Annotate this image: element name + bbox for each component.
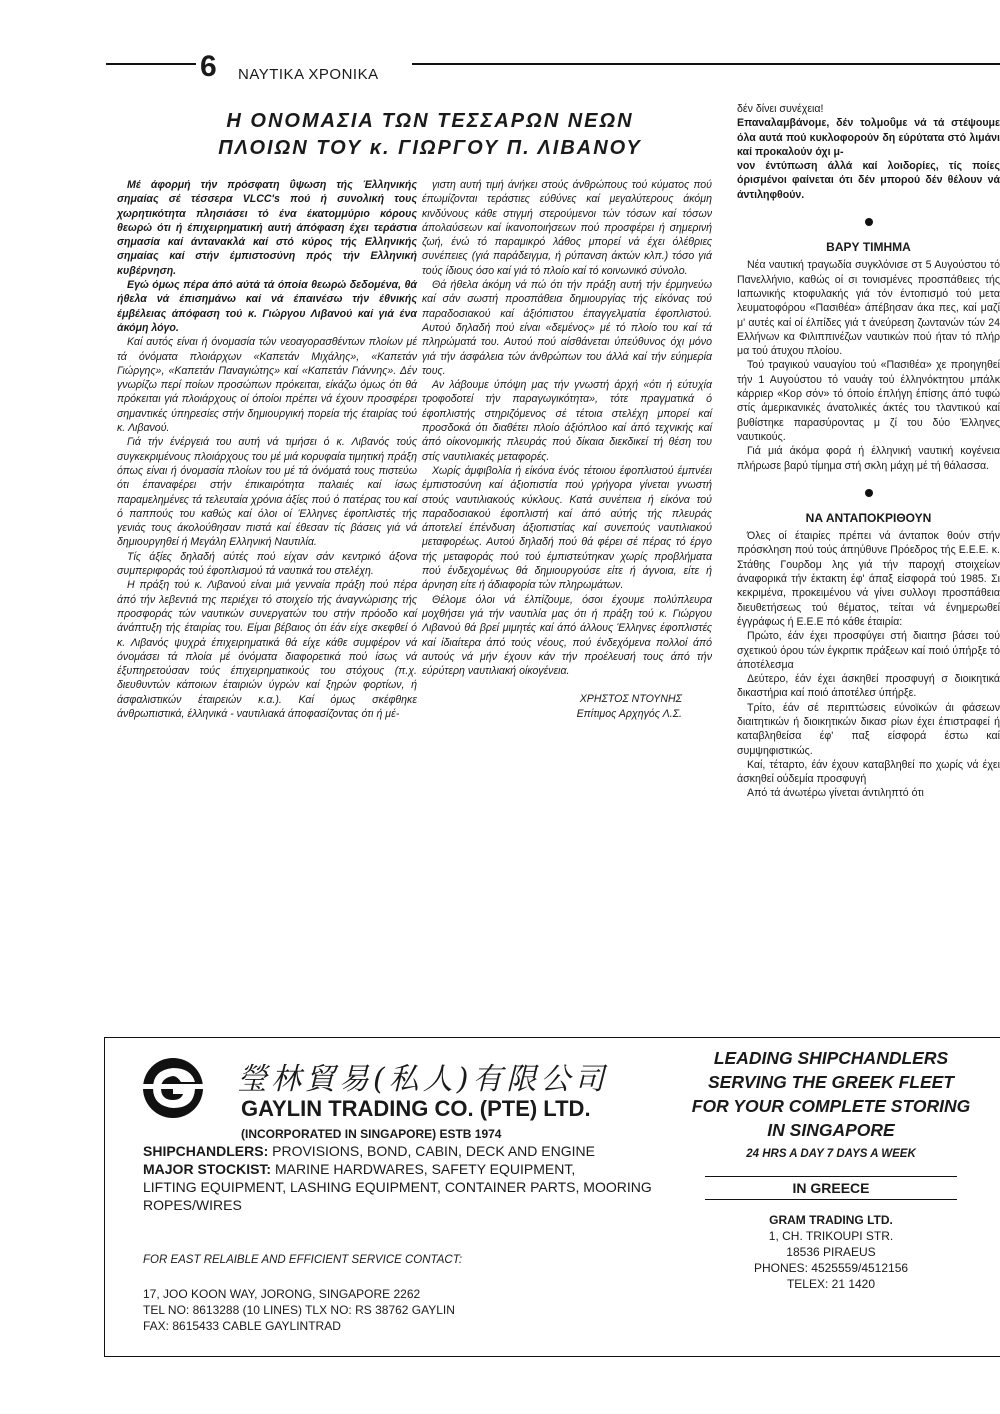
news-paragraph: Γιά μιά άκόμα φορά ή έλληνική ναυτική κογένεια πλήρωσε βαρύ τίμημα στή σκλη μάχη μέ τή θάλασσα. xyxy=(737,445,1000,472)
agent-name: GRAM TRADING LTD. xyxy=(769,1213,893,1227)
header-rule-right xyxy=(412,63,1000,65)
slogan-line: LEADING SHIPCHANDLERS xyxy=(713,1048,949,1068)
headline-line-1: Η ΟΝΟΜΑΣΙΑ ΤΩΝ ΤΕΣΣΑΡΩΝ ΝΕΩΝ xyxy=(226,110,634,132)
agent-phones: PHONES: 4525559/4512156 xyxy=(753,1261,909,1275)
stockist-label: MAJOR STOCKIST: xyxy=(143,1161,272,1177)
news-paragraph: Τού τραγικού ναυαγίου τού «Πασιθέα» χε προηγηθεί τήν 1 Αυγούστου τό ναυάγ τού έλληνόκτητου μπάλκ κάρριερ «Κορ σόν» τό όποίο έπλήγη έπίσης άπό τυφώ στίς άμερικανικές άνατολικές άκτές του τλαντικού καί βυθίστηκε παρασύροντας μ ζί του δύο Έλληνες ναυτικούς. xyxy=(737,359,1000,443)
article-paragraph: Τίς άξίες δηλαδή αύτές πού είχαν σάν κεντρικό άξονα συμπεριφοράς τού έφοπλισμού τά ναυτικά του στελέχη. xyxy=(117,550,417,578)
article-headline xyxy=(140,108,720,162)
greek-agent xyxy=(661,1212,1000,1292)
slogan-line: FOR YOUR COMPLETE STORING xyxy=(691,1096,971,1116)
company-address xyxy=(143,1286,455,1334)
news-paragraph: Δεύτερο, έάν έχει άσκηθεί προσφυγή σ διοικητικά δικαστήρια καί ποιό άποτέλεσ ύπήρξε. xyxy=(737,673,1000,700)
article-paragraph: Θά ήθελα άκόμη νά πώ ότι τήν πράξη αυτή τήν έρμηνεύω καί σάν σωστή προσπάθεια δημιουργίας τής είκόνας τού παραδοσιακού καί άξιόπιστου έπαγγελματία έφοπλιστού. Αυτού δηλαδή πού είναι «δεμένος» μέ τό πλοίο του καί τά πληρώματά του. Αυτού πού αίσθάνεται ύπεύθυνος όχι μόνο γιά τήν άσφάλεια τών άνθρώπων του άλλά καί τήν εύημερία τους. xyxy=(422,279,712,377)
continued-line: Επαναλαμβάνομε, δέν τολμοΰμε νά τά στέψουμε όλα αυτά πού κυκλοφορούν δη εύρύτατα στό λιμάνι καί προκαλούν όχι μ- xyxy=(737,117,1000,158)
shipchandlers-line xyxy=(143,1142,663,1160)
article-paragraph: Μέ άφορμή τήν πρόσφατη ΰψωση τής Έλληνικής σημαίας σέ τέσσερα VLCC's πού ή συνολική τους χωρητικότητα πλησιάσει τό ένα έκατομμύριο κόρους θεωρώ ότι ή έπιχειρηματική αυτή άπόφαση έχει τεράστια σημασία καί άντανακλά καί στό κύρος τής Ελληνικής σημαίας καί στήν έμπιστοσύνη πρός τήν Ελληνική κυβέρνηση. xyxy=(117,179,417,277)
section-bullet xyxy=(865,218,873,226)
advertisement xyxy=(104,1037,1000,1357)
article-column-2 xyxy=(422,178,712,721)
section-title-na-antapokrithoun: ΝΑ ΑΝΤΑΠΟΚΡΙΘΟΥΝ xyxy=(805,510,932,525)
stockist-line xyxy=(143,1160,663,1178)
article-paragraph: Γιά τήν ένέργειά του αυτή νά τιμήσει ό κ. Λιβανός τούς συγκεκριμένους πλοιάρχους του μέ μιά κορυφαία τιμητική πράξη όπως είναι ή όνομασία πλοίων του μέ τά όνόματά τους πιστεύω ότι έπαναφέρει στήν έπικαιρότητα παλαιές καί ίσως παραμελημένες τά τελευταία χρόνια άξίες πού ό πατέρας του καί ό παππούς του καθώς καί όλοι οί Έλληνες έφοπλιστές τής γενιάς τους άκολούθησαν πιστά καί έθεσαν τίς βάσεις γιά νά δημιουργηθεί ή Μεγάλη Ελληνική Ναυτιλία. xyxy=(117,436,417,549)
ad-services xyxy=(143,1142,663,1214)
article-signature xyxy=(422,692,712,721)
section-bullet xyxy=(865,489,873,497)
article-paragraph: Αν λάβουμε ύπόψη μας τήν γνωστή άρχή «ότι ή εύτυχία τροφοδοτεί τήν παραγωγικότητα», τότε πραγματικά ό έφοπλιστής στηριζόμενος σέ τέτοια στελέχη μπορεί καί προσδοκά ότι διαθέτει πλοίο άξιόπλοο καί άπό τεχνικής καί άπό οίκονομικής πλευράς πού δίκαια διεκδικεί τή θέση του στίς ναυτιλιακές μεταφορές. xyxy=(422,379,712,463)
article-paragraph: Εγώ όμως πέρα άπό αύτά τά όποία θεωρώ δεδομένα, θά ήθελα νά έπισημάνω καί νά έπαινέσω τήν έθνικής έμβέλειας άπόφαση τού κ. Γιώργου Λιβανού καί γιά ένα άκόμη λόγο. xyxy=(117,279,417,334)
continued-line: δέν δίνει συνέχεια! xyxy=(737,103,824,115)
address-line: 17, JOO KOON WAY, JORONG, SINGAPORE 2262 xyxy=(143,1287,421,1301)
shipchandlers-text: PROVISIONS, BOND, CABIN, DECK AND ENGINE xyxy=(272,1143,595,1159)
service-hours: 24 HRS A DAY 7 DAYS A WEEK xyxy=(746,1148,916,1160)
shipchandlers-label: SHIPCHANDLERS: xyxy=(143,1143,269,1159)
agent-telex: TELEX: 21 1420 xyxy=(786,1277,876,1291)
slogan-line: SERVING THE GREEK FLEET xyxy=(708,1072,954,1092)
ad-right-panel xyxy=(661,1046,1000,1292)
chinese-company-name: 瑩林貿易(私人)有限公司 xyxy=(237,1062,609,1097)
gaylin-logo-icon xyxy=(141,1056,205,1120)
address-line: TEL NO: 8613288 (10 LINES) TLX NO: RS 38762 GAYLIN xyxy=(143,1303,455,1317)
continued-line: νον έντύπωση άλλά καί λοιδορίες, τίς ποίες όρισμένοι φαίνεται ότι δέν μπορού δέν θέλουν νά άντιληφθούν. xyxy=(737,160,1000,201)
stockist-text-2: LIFTING EQUIPMENT, LASHING EQUIPMENT, CONTAINER PARTS, MOORING ROPES/WIRES xyxy=(143,1179,652,1213)
article-column-1 xyxy=(117,178,417,721)
company-name: GAYLIN TRADING CO. (PTE) LTD. xyxy=(241,1096,591,1121)
article-paragraph: Η πράξη τού κ. Λιβανού είναι μιά γενναία πράξη πού πέρα άπό τήν λεβεντιά της περιέχει τό στοιχείο τής άναγνώρισης τής προσφοράς τών ναυτικών συνεργατών του στήν πρόοδο καί άνάπτυξη τής έταιρίας του. Είμαι βέβαιος ότι έάν είχε σκεφθεί ό κ. Λιβανός ψυχρά έπιχειρηματικά θά είχε κάθε συμφέρον νά όνομάσει τά πλοία μέ όνόματα διαφορετικά πού ίσως νά έξυπηρετούσαν τούς έπιχειρηματικούς του στόχους (π.χ. διευθυντών κάποιων έταιριών ύγρών καί ξηρών φορτίων, ή άσφαλιστικών έταιρειών κ.α.). Καί όμως σκέφθηκε άνθρωπιστικά, έλληνικά - ναυτιλιακά άποφασίζοντας ότι ή μέ- xyxy=(117,579,417,720)
news-paragraph: Όλες οί έταιρίες πρέπει νά άνταποκ θούν στήν πρόσκληση πού τούς άπηύθυνε Πρόεδρος τής Ε.Ε.Ε. κ. Στάθης Γουρδομ λης γιά τήν παροχή στοιχείων άναφορικά τήν έκτακτη έφ' άπαξ είσφορά τού 1985. Σι κεκριμένα, προκειμένου νά γίνει συλλογι προσπάθεια διευθετήσεως τού θέματος, τείται νά ένημερωθεί έγγράφως ή Ε.Ε.Ε πό κάθε έταιρία: xyxy=(737,530,1000,628)
news-paragraph: Από τά άνωτέρω γίνεται άντιληπτό ότι xyxy=(747,787,924,800)
agent-city: 18536 PIRAEUS xyxy=(786,1245,876,1259)
page-number: 6 xyxy=(200,50,217,83)
address-line: FAX: 8615433 CABLE GAYLINTRAD xyxy=(143,1319,341,1333)
stockist-text: MARINE HARDWARES, SAFETY EQUIPMENT, xyxy=(274,1161,576,1177)
header-rule-left xyxy=(106,63,196,65)
article-paragraph: Θέλομε όλοι νά έλπίζουμε, όσοι έχουμε πολύπλευρα μοχθήσει γιά τήν ναυτιλία μας ότι ή πράξη τού κ. Γιώργου Λιβανού θά βρεί μιμητές καί άπό άλλους Έλληνες έφοπλιστές καί ίδιαίτερα άπό τούς νέους, πού ένδεχόμενα πολλοί άπό αυτούς νά μήν έχουν κάν τήν προέλευσή τους άπό τήν εύρύτερη ναυτιλιακή οίκογένεια. xyxy=(422,593,712,678)
agent-street: 1, CH. TRIKOUPI STR. xyxy=(768,1229,894,1243)
reliable-service-note: FOR EAST RELAIBLE AND EFFICIENT SERVICE CONTACT: xyxy=(143,1254,463,1266)
signature-title: Επίτιμος Αρχηγός Λ.Σ. xyxy=(576,707,682,720)
in-greece-label: IN GREECE xyxy=(705,1176,957,1200)
headline-line-2: ΠΛΟΙΩΝ ΤΟΥ κ. ΓΙΩΡΓΟΥ Π. ΛΙΒΑΝΟΥ xyxy=(218,137,642,159)
article-paragraph: Καί αυτός είναι ή όνομασία τών νεοαγορασθέντων πλοίων μέ τά όνόματα πλοιάρχων «Καπετάν Μιχάλης», «Καπετάν Γιώργης», «Καπετάν Παναγιώτης» καί «Καπετάν Γιάννης». Δέν γνωρίζω περί ποίων προσώπων πρόκειται, είκάζω όμως ότι θά πρόκειται γιά πλοιάρχους οί όποίοι πρέπει νά έχουν προσφέρει σημαντικές ύπηρεσίες στήν δημιουργική πορεία τής έταιρίας τού κ. Λιβανού. xyxy=(117,336,417,435)
article-paragraph: γιστη αυτή τιμή άνήκει στούς άνθρώπους τού κύματος πού έπωμίζονται τεράστιες εύθύνες καί μεγαλύτερους άκόμη κινδύνους κάθε στιγμή στερούμενοι τών τόσων καί τόσων άπολαύσεων καί ίκανοποιήσεων πού προσφέρει ή σημερινή ζωή, ένώ τό παραμικρό λάθος μπορεί νά έχει όλέθριες συνέπειες (γιά παράδειγμα, ή ρύπανση άκτών κλπ.) τόσο γιά τούς ίδιους όσο καί γιά τό πλοίο καί τό κοινωνικό σύνολο. xyxy=(422,179,712,277)
news-paragraph: Καί, τέταρτο, έάν έχουν καταβληθεί πο χωρίς νά έχει άσκηθεί ούδεμία προσφυγή xyxy=(737,758,1000,786)
newspaper-name: ΝΑΥΤΙΚΑ ΧΡΟΝΙΚΑ xyxy=(238,66,379,83)
article-paragraph: Χωρίς άμφιβολία ή είκόνα ένός τέτοιου έφοπλιστού έμπνέει έμπιστοσύνη καί άξιοπιστία πού γρήγορα γίνεται γνωστή στούς ναυτιλιακούς κύκλους. Κατά συνέπεια ή είκόνα τού παραδοσιακού έφοπλιστή καί άπό αύτής τής πλευράς άποτελεί έπένδυση άξιοπιστίας καί συνεπούς ναυτιλιακού μεταφορέως. Αυτού δηλαδή πού θά φέρει σέ πέρας τό έργο τής μεταφοράς πού τού έμπιστεύτηκαν χωρίς προβλήματα πού ένδεχομένως θά δημιουργούσε είτε ή άγνοια, είτε ή άρνηση είτε ή άδιαφορία τών πληρωμάτων. xyxy=(422,464,712,592)
slogan-line: IN SINGAPORE xyxy=(767,1120,895,1140)
news-paragraph: Πρώτο, έάν έχει προσφύγει στή διαιτησ βάσει τού σχετικού όρου τών έγκριτικ πράξεων καί ποιό ύπήρξε τό άποτέλεσμα xyxy=(737,630,1000,671)
section-title-vary-timima: ΒΑΡΥ ΤΙΜΗΜΑ xyxy=(826,240,911,255)
news-paragraph: Νέα ναυτική τραγωδία συγκλόνισε στ 5 Αυγούστου τό Πανελλήνιο, καθώς οί σι τονισμένες προσπάθειες τής Ιαπωνικής κτοφυλακής γιά τόν έντοπισμό τού μετα λευματοφόρου «Πασιθέα» άπέβησαν άκα πες, καί μαζί μ' αυτές καί οί έλπίδες γιά τ άνεύρεση ζωντανών τών 24 Ελλήνων κα Φιλιππινέζων ναυτικών πού ήταν τό πλήρ μα τού άτυχου πλοίου. xyxy=(737,259,1000,358)
news-paragraph: Τρίτο, έάν σέ περιπτώσεις εύνοϊκών άι φάσεων διαιτητικών ή διοικητικών δικασ ρίων έχει έπιστραφεί ή καταβληθείσα έφ' παξ είσφορά έστω καί συμψηφιστικώς. xyxy=(737,701,1000,757)
incorporation-note: (INCORPORATED IN SINGAPORE) ESTB 1974 xyxy=(241,1127,502,1141)
right-column xyxy=(737,102,1000,801)
signature-name: ΧΡΗΣΤΟΣ ΝΤΟΥΝΗΣ xyxy=(579,693,682,706)
